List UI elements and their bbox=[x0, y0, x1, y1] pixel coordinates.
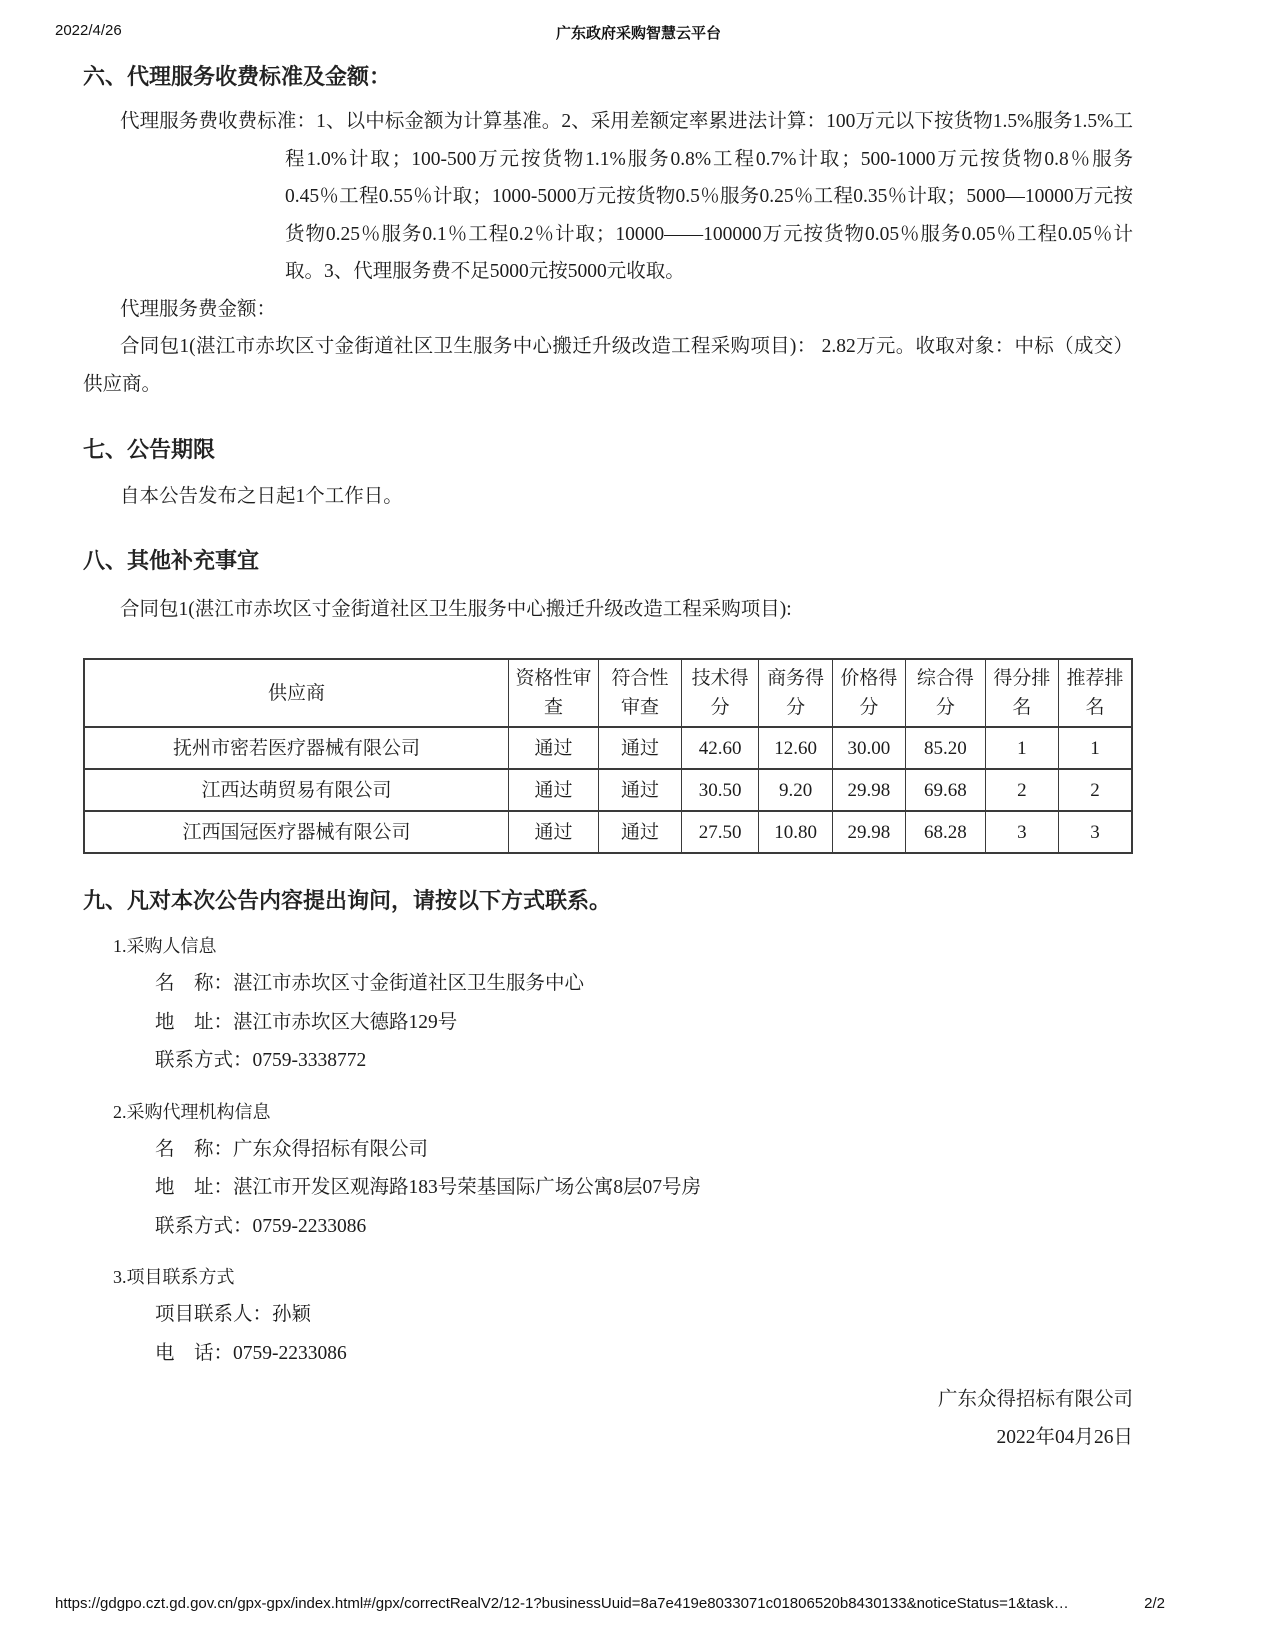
cell-recommend-rank: 3 bbox=[1059, 811, 1132, 853]
section-7-title: 七、公告期限 bbox=[83, 437, 216, 462]
cell-technical: 30.50 bbox=[681, 769, 759, 811]
cell-technical: 42.60 bbox=[681, 727, 759, 769]
cell-supplier: 抚州市密若医疗器械有限公司 bbox=[84, 727, 508, 769]
cell-score-rank: 3 bbox=[985, 811, 1058, 853]
cell-technical: 27.50 bbox=[681, 811, 759, 853]
announcement-period-text: 自本公告发布之日起1个工作日。 bbox=[120, 486, 403, 507]
section-8-title: 八、其他补充事宜 bbox=[83, 547, 260, 573]
agency-info-heading: 2.采购代理机构信息 bbox=[113, 1101, 271, 1122]
cell-qualification: 通过 bbox=[508, 769, 598, 811]
header-supplier: 供应商 bbox=[84, 659, 508, 727]
signature-date: 2022年04月26日 bbox=[996, 1427, 1133, 1448]
evaluation-result-table bbox=[83, 658, 1133, 854]
cell-conformity: 通过 bbox=[599, 727, 682, 769]
header-business-score: 商务得分 bbox=[759, 659, 832, 727]
table-row bbox=[84, 811, 1132, 853]
section-9-title: 九、凡对本次公告内容提出询问，请按以下方式联系。 bbox=[83, 888, 612, 913]
cell-price: 29.98 bbox=[832, 811, 905, 853]
cell-recommend-rank: 2 bbox=[1059, 769, 1132, 811]
header-recommend-rank: 推荐排名 bbox=[1059, 659, 1132, 727]
header-score-rank: 得分排名 bbox=[985, 659, 1058, 727]
contract-package-intro: 合同包1(湛江市赤坎区寸金街道社区卫生服务中心搬迁升级改造工程采购项目): bbox=[120, 598, 792, 620]
cell-score-rank: 2 bbox=[985, 769, 1058, 811]
fee-amount-label: 代理服务费金额： bbox=[120, 298, 277, 320]
header-price-score: 价格得分 bbox=[832, 659, 905, 727]
header-technical-score: 技术得分 bbox=[681, 659, 759, 727]
table-row bbox=[84, 769, 1132, 811]
purchaser-address: 地 址：湛江市赤坎区大德路129号 bbox=[155, 1011, 458, 1033]
print-date: 2022/4/26 bbox=[55, 22, 122, 39]
cell-qualification: 通过 bbox=[508, 727, 598, 769]
table-row bbox=[84, 727, 1132, 769]
agency-contact: 联系方式：0759-2233086 bbox=[155, 1215, 367, 1237]
cell-price: 29.98 bbox=[832, 769, 905, 811]
cell-total: 69.68 bbox=[906, 769, 986, 811]
project-contact-phone: 电 话：0759-2233086 bbox=[155, 1342, 347, 1364]
cell-recommend-rank: 1 bbox=[1059, 727, 1132, 769]
header-conformity-review: 符合性审查 bbox=[599, 659, 682, 727]
cell-score-rank: 1 bbox=[985, 727, 1058, 769]
signature-company: 广东众得招标有限公司 bbox=[937, 1389, 1133, 1410]
print-footer bbox=[55, 1595, 1165, 1612]
agency-name: 名 称：广东众得招标有限公司 bbox=[155, 1138, 429, 1160]
header-total-score: 综合得分 bbox=[906, 659, 986, 727]
cell-business: 10.80 bbox=[759, 811, 832, 853]
print-header bbox=[0, 22, 1277, 44]
cell-total: 85.20 bbox=[906, 727, 986, 769]
header-qualification-review: 资格性审查 bbox=[508, 659, 598, 727]
cell-business: 9.20 bbox=[759, 769, 832, 811]
platform-title: 广东政府采购智慧云平台 bbox=[555, 25, 721, 42]
purchaser-info-heading: 1.采购人信息 bbox=[113, 936, 217, 956]
purchaser-name: 名 称：湛江市赤坎区寸金街道社区卫生服务中心 bbox=[155, 973, 585, 994]
fee-amount-paragraph: 合同包1(湛江市赤坎区寸金街道社区卫生服务中心搬迁升级改造工程采购项目)： 2.82万元。收取对象：中标（成交）供应商。 bbox=[83, 336, 1133, 395]
document-content bbox=[83, 52, 1133, 1457]
cell-supplier: 江西国冠医疗器械有限公司 bbox=[84, 811, 508, 853]
signature-block bbox=[83, 1381, 1133, 1457]
cell-business: 12.60 bbox=[759, 727, 832, 769]
cell-conformity: 通过 bbox=[599, 811, 682, 853]
cell-qualification: 通过 bbox=[508, 811, 598, 853]
cell-price: 30.00 bbox=[832, 727, 905, 769]
purchaser-contact: 联系方式：0759-3338772 bbox=[155, 1050, 367, 1071]
agency-address: 地 址：湛江市开发区观海路183号荣基国际广场公寓8层07号房 bbox=[155, 1177, 702, 1198]
table-header-row bbox=[84, 659, 1132, 727]
footer-url: https://gdgpo.czt.gd.gov.cn/gpx-gpx/index.html#/gpx/correctRealV2/12-1?businessUuid=8a7e419e8033071c01806520b8430133&noticeStatus=1&task… bbox=[55, 1595, 1069, 1612]
fee-standard-paragraph: 代理服务费收费标准：1、以中标金额为计算基准。2、采用差额定率累进法计算：100万元以下按货物1.5%服务1.5%工程1.0%计取；100-500万元按货物1.1%服务0.8%工程0.7%计取；500-1000万元按货物0.8％服务0.45％工程0.55％计取；1000-5000万元按货物0.5％服务0.25％工程0.35％计取；5000—10000万元按货物0.25％服务0.1％工程0.2％计取；10000——100000万元按货物0.05％服务0.05％工程0.05％计取。3、代理服务费不足5000元按5000元收取。 bbox=[120, 111, 1133, 282]
cell-conformity: 通过 bbox=[599, 769, 682, 811]
section-6-title: 六、代理服务收费标准及金额： bbox=[83, 64, 392, 89]
cell-supplier: 江西达萌贸易有限公司 bbox=[84, 769, 508, 811]
page-number: 2/2 bbox=[1144, 1595, 1165, 1612]
cell-total: 68.28 bbox=[906, 811, 986, 853]
project-contact-person: 项目联系人：孙颖 bbox=[155, 1304, 312, 1325]
project-contact-heading: 3.项目联系方式 bbox=[113, 1267, 235, 1287]
